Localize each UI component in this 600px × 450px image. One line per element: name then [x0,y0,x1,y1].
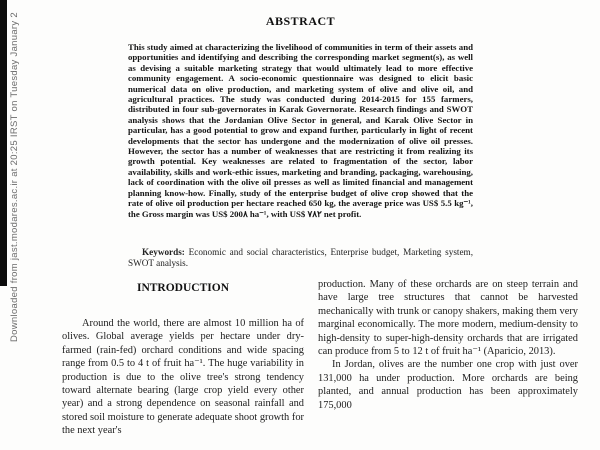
right-column-paragraph-2: In Jordan, olives are the number one crop with just over 131,000 ha under production. More orchards are being planted, and annual production has been approximately 175,000 [318,359,578,411]
keywords-label: Keywords: [142,247,185,257]
introduction-heading: INTRODUCTION [136,282,229,294]
keywords-text: Economic and social characteristics, Enterprise budget, Marketing system, SWOT analysis. [128,247,473,269]
abstract-paragraph: This study aimed at characterizing the livelihood of communities in term of their assets and opportunities and identifying and describing the corresponding market segment(s), as well as devising a suitable marketing strategy that would ultimately lead to more effective community engagement. A socio-economic questionnaire was designed to elicit basic numerical data on olive production, and marketing system of olive and olive oil, and agricultural practices. The study was conducted during 2014-2015 for 155 farmers, distributed in four sub-governorates in Karak Governorate. Research findings and SWOT analysis shows that the Jordanian Olive Sector in general, and Karak Olive Sector in particular, has a good potential to grow and expand further, particularly in light of recent developments that the sector has undergone and the modernization of olive oil presses. However, the sector has a number of weaknesses that are restricting it from realizing its growth potential. Key weaknesses are related to fragmentation of the sector, labor availability, skills and work-ethic issues, marketing and branding, packaging, warehousing, lack of coordination with the olive oil presses as well as limited financial and management planning know-how. Finally, study of the enterprise budget of olive crop showed that the rate of olive oil production per hectare reached 650 kg, the average price was US$ 5.5 kg⁻¹, the Gross margin was US$ 200٨ ha⁻¹, with US$ ٧٨٢ net profit. [128,42,473,219]
left-column [62,317,304,438]
keywords-line [128,247,473,269]
left-column-paragraph: Around the world, there are almost 10 million ha of olives. Global average yields per hectare under dry-farmed (rain-fed) orchard conditions and wide spacing range from 0.5 to 4 t of fruit ha⁻¹. The huge variability in production is due to the olive tree's strong tendency toward alternate bearing (large crop yield every other year) and a strong dependence on seasonal rainfall and stored soil moisture to generate adequate shoot growth for the next year's [62,318,304,437]
download-watermark: Downloaded from jast.modares.ac.ir at 20:25 IRST on Tuesday January 2 [9,12,20,342]
right-column-paragraph-1: production. Many of these orchards are on steep terrain and have large tree structures that cannot be harvested mechanically with trunk or canopy shakers, making them very marginal economically. The more modern, medium-density to high-density to super-high-density orchards that are irrigated can produce from 5 to 12 t of fruit ha⁻¹ (Aparicio, 2013). [318,279,578,358]
abstract-heading: ABSTRACT [265,14,336,28]
right-column [318,278,578,412]
scan-edge-artifact [0,0,7,286]
